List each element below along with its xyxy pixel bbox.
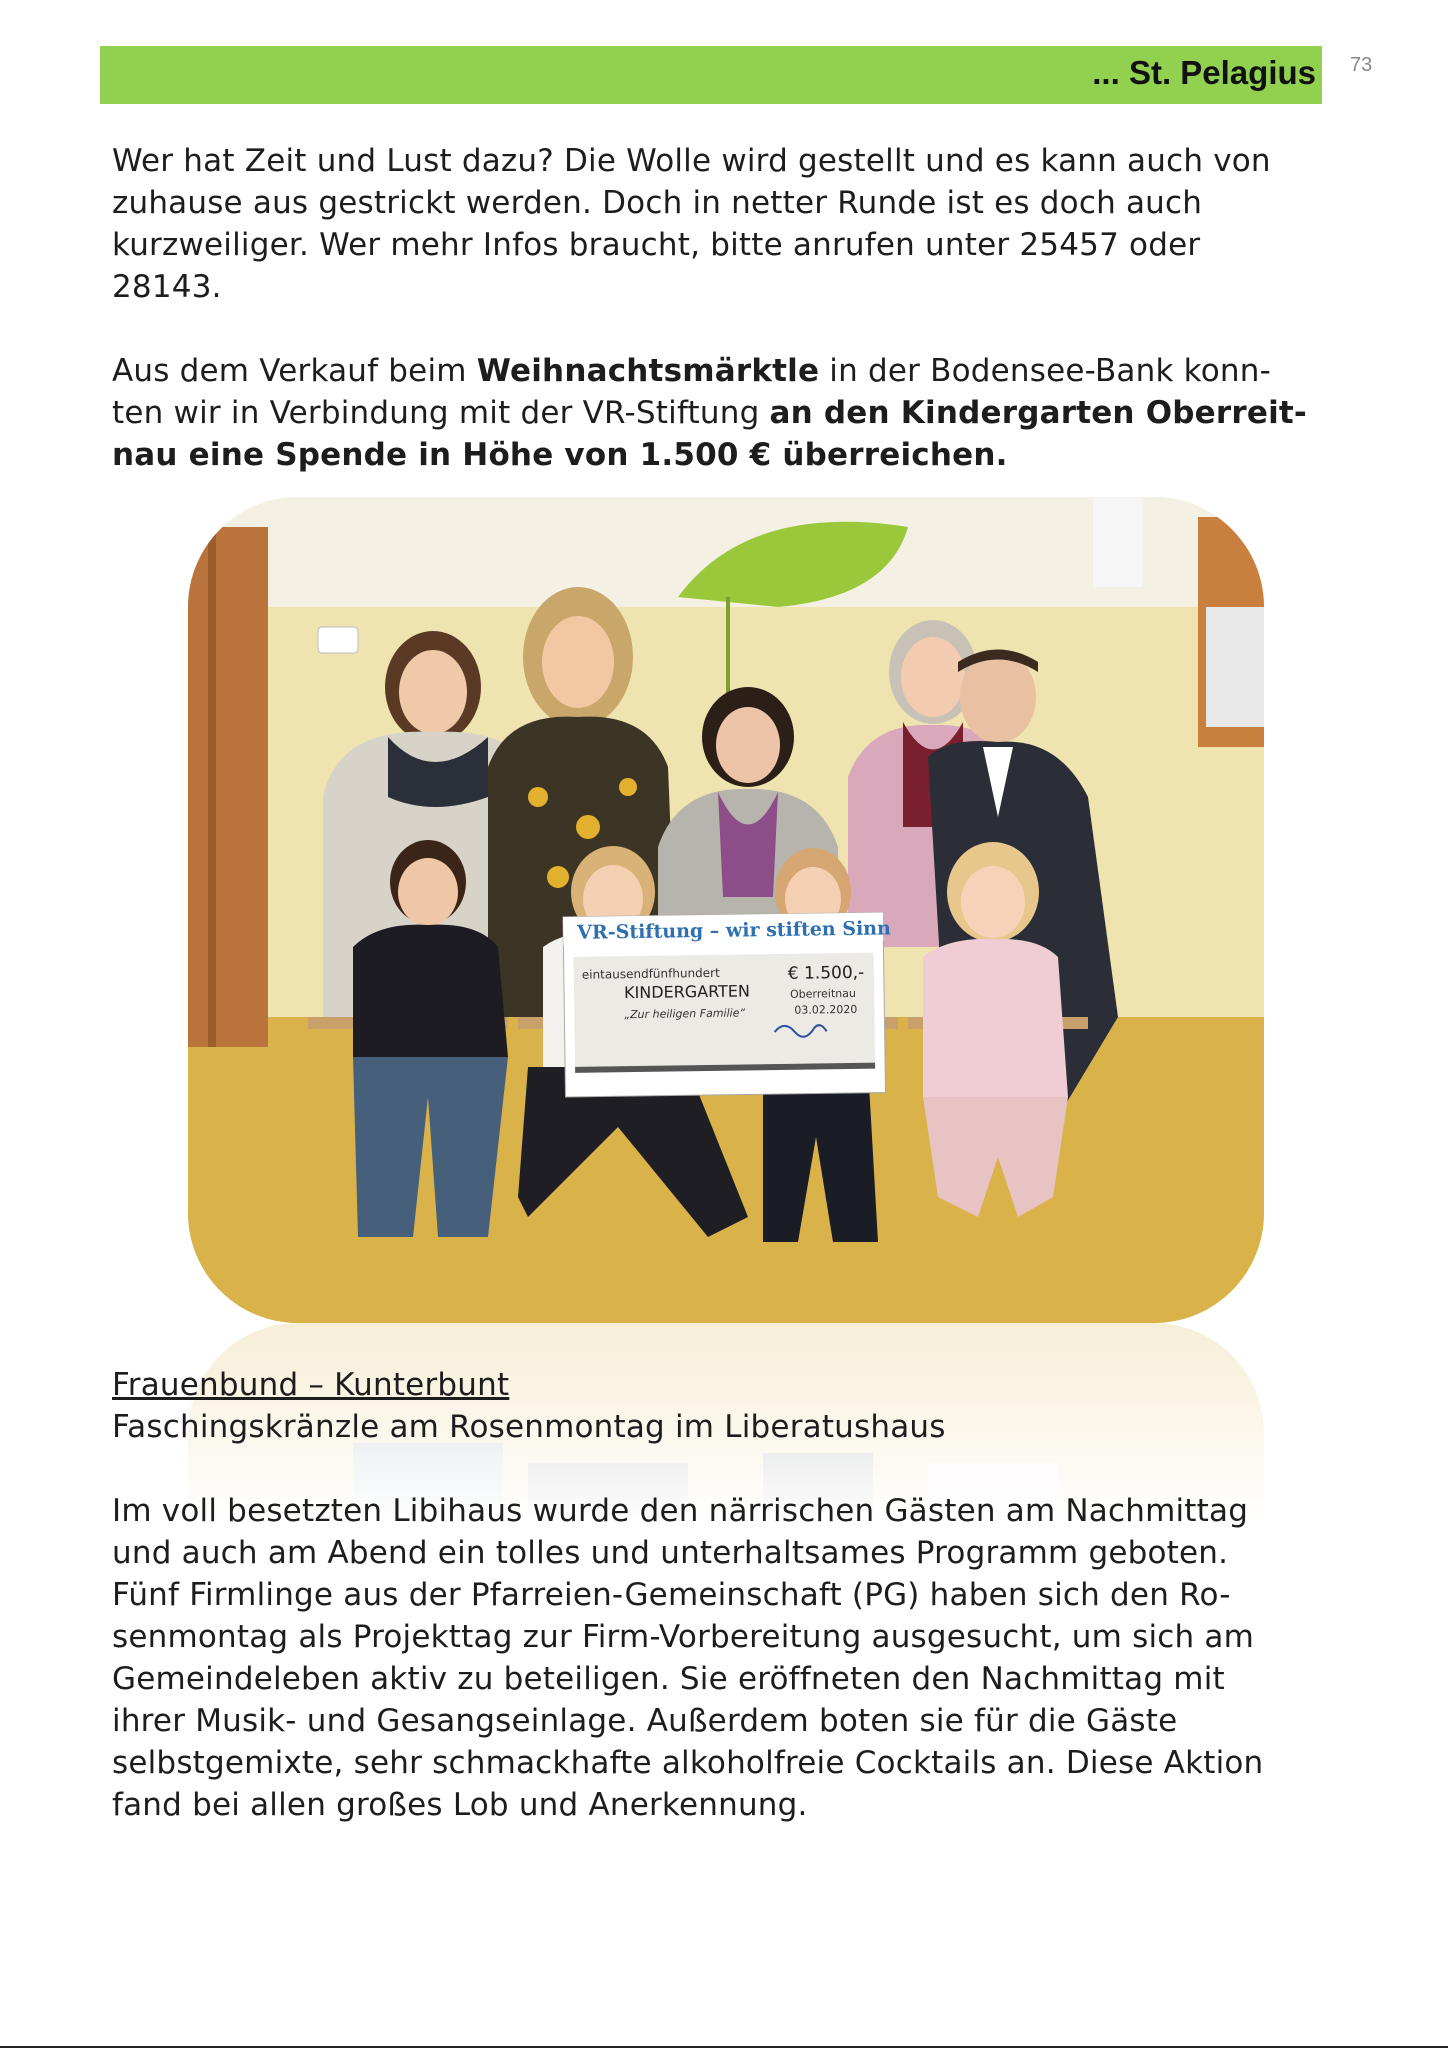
section-subheading: Faschingskränzle am Rosenmontag im Liberatushaus bbox=[112, 1409, 946, 1445]
check-title: VR-Stiftung – wir stiften Sinn bbox=[577, 917, 892, 944]
text-line: nau eine Spende in Höhe von 1.500 € überreichen. bbox=[112, 437, 1008, 473]
header-bar bbox=[100, 46, 1322, 104]
check-amount: € 1.500,- bbox=[787, 962, 865, 984]
fasching-paragraph bbox=[112, 1490, 1342, 1826]
check-subtitle: „Zur heiligen Familie“ bbox=[624, 1006, 746, 1022]
intro-paragraph bbox=[112, 140, 1342, 308]
page-title: ... St. Pelagius bbox=[1092, 54, 1316, 91]
text-line: ihrer Musik- und Gesangseinlage. Außerdem boten sie für die Gäste bbox=[112, 1703, 1178, 1739]
text-line: und auch am Abend ein tolles und unterhaltsames Programm geboten. bbox=[112, 1535, 1229, 1571]
text-span: ten wir in Verbindung mit der VR-Stiftung bbox=[112, 395, 770, 431]
text-span: in der Bodensee-Bank konn- bbox=[819, 353, 1271, 389]
text-line: zuhause aus gestrickt werden. Doch in netter Runde ist es doch auch bbox=[112, 185, 1203, 221]
text-span: Aus dem Verkauf beim bbox=[112, 353, 477, 389]
text-line: 28143. bbox=[112, 269, 222, 305]
text-line bbox=[112, 392, 1342, 434]
text-line: fand bei allen großes Lob und Anerkennung. bbox=[112, 1787, 808, 1823]
bold-span: an den Kindergarten Oberreit- bbox=[769, 395, 1307, 431]
page-number: 73 bbox=[1350, 54, 1373, 76]
check-recipient: KINDERGARTEN bbox=[623, 981, 751, 1003]
section-heading: Frauenbund – Kunterbunt bbox=[112, 1367, 510, 1403]
frauenbund-section bbox=[112, 1364, 1342, 1448]
text-line: kurzweiliger. Wer mehr Infos braucht, bitte anrufen unter 25457 oder bbox=[112, 227, 1201, 263]
text-line: Wer hat Zeit und Lust dazu? Die Wolle wird gestellt und es kann auch von bbox=[112, 143, 1271, 179]
check-place: Oberreitnau bbox=[790, 986, 857, 1001]
text-line bbox=[112, 350, 1342, 392]
group-photo bbox=[188, 497, 1264, 1323]
donation-check bbox=[563, 912, 893, 1097]
check-date: 03.02.2020 bbox=[794, 1002, 858, 1017]
check-words: eintausendfünfhundert bbox=[581, 965, 720, 982]
text-line: selbstgemixte, sehr schmackhafte alkoholfreie Cocktails an. Diese Aktion bbox=[112, 1745, 1264, 1781]
text-line: Fünf Firmlinge aus der Pfarreien-Gemeinschaft (PG) haben sich den Ro- bbox=[112, 1577, 1231, 1613]
bold-span: Weihnachtsmärktle bbox=[476, 353, 820, 389]
text-line: Gemeindeleben aktiv zu beteiligen. Sie eröffneten den Nachmittag mit bbox=[112, 1661, 1225, 1697]
text-line: senmontag als Projekttag zur Firm-Vorbereitung ausgesucht, um sich am bbox=[112, 1619, 1254, 1655]
text-line: Im voll besetzten Libihaus wurde den närrischen Gästen am Nachmittag bbox=[112, 1493, 1249, 1529]
donation-paragraph bbox=[112, 350, 1342, 476]
